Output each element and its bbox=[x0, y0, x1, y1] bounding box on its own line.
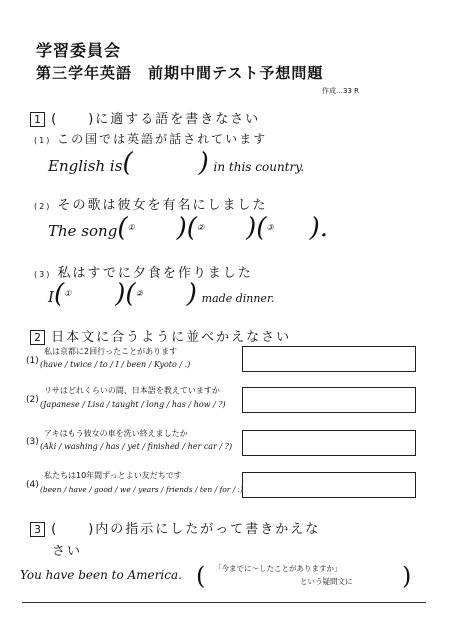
question-2-1-num: (1) bbox=[26, 356, 39, 366]
question-2-3-num: (3) bbox=[26, 437, 39, 447]
section3-sentence: You have been to America. bbox=[20, 568, 182, 582]
question-2-4-japanese: 私たちは10年間ずっとよい友だちです bbox=[44, 471, 182, 480]
question-2-2-words: (Japanese / Lisa / taught / long / has / how / ?) bbox=[40, 400, 226, 409]
question-2-2-japanese: リサはどれくらいの間、日本語を教えていますか bbox=[44, 386, 220, 395]
answer-line-1-3: I(① )(② ) made dinner. bbox=[48, 279, 275, 309]
answer-line-1-2: The song(① )(② )(③ ). bbox=[48, 213, 328, 243]
answer-box-2-1[interactable] bbox=[242, 346, 416, 372]
title: 学習委員会 bbox=[36, 41, 122, 60]
section2-header bbox=[30, 326, 291, 345]
section-number-box: 1 bbox=[30, 112, 45, 127]
section-number-box: 2 bbox=[30, 330, 45, 345]
section3-heading: ( )内の指示にしたがって書きかえな bbox=[51, 522, 321, 537]
question-2-2-num: (2) bbox=[26, 395, 39, 405]
question-2-3-words: (Aki / washing / has / yet / finished / her car / ?) bbox=[40, 442, 233, 451]
answer-box-2-2[interactable] bbox=[242, 387, 416, 413]
instruction-open-paren: ( bbox=[196, 562, 206, 590]
instruction-line-2: という疑問文に bbox=[300, 577, 353, 586]
section1-header bbox=[30, 108, 260, 127]
section3-heading-cont: さい bbox=[52, 544, 83, 559]
author: 作成…33 R bbox=[322, 87, 359, 95]
answer-box-2-4[interactable] bbox=[242, 472, 416, 498]
answer-box-2-3[interactable] bbox=[242, 430, 416, 456]
question-2-1-japanese: 私は京都に2回行ったことがあります bbox=[44, 347, 178, 356]
section-number-box: 3 bbox=[30, 522, 45, 537]
question-2-3-japanese: アキはもう彼女の車を洗い終えましたか bbox=[44, 429, 188, 438]
question-1-2: (2) その歌は彼女を有名にしました bbox=[34, 198, 268, 213]
answer-line[interactable] bbox=[22, 602, 426, 603]
section3-header bbox=[30, 518, 320, 537]
subtitle: 第三学年英語 前期中間テスト予想問題 bbox=[36, 64, 324, 82]
question-1-1: (1) この国では英語が話されています bbox=[34, 132, 268, 146]
question-2-4-words: (been / have / good / we / years / friends / ten / for / .) bbox=[40, 485, 243, 494]
instruction-line-1: 「今までに～したことがありますか」 bbox=[214, 564, 342, 573]
answer-line-1-1: English is( ) in this country. bbox=[48, 148, 305, 178]
question-2-1-words: (have / twice / to / I / been / Kyoto / .) bbox=[40, 360, 191, 369]
question-2-4-num: (4) bbox=[26, 480, 39, 490]
section1-heading: ( )に適する語を書きなさい bbox=[51, 112, 261, 127]
instruction-close-paren: ) bbox=[402, 562, 412, 590]
question-1-3: (3) 私はすでに夕食を作りました bbox=[34, 266, 253, 281]
section2-heading: 日本文に合うように並べかえなさい bbox=[51, 330, 292, 345]
